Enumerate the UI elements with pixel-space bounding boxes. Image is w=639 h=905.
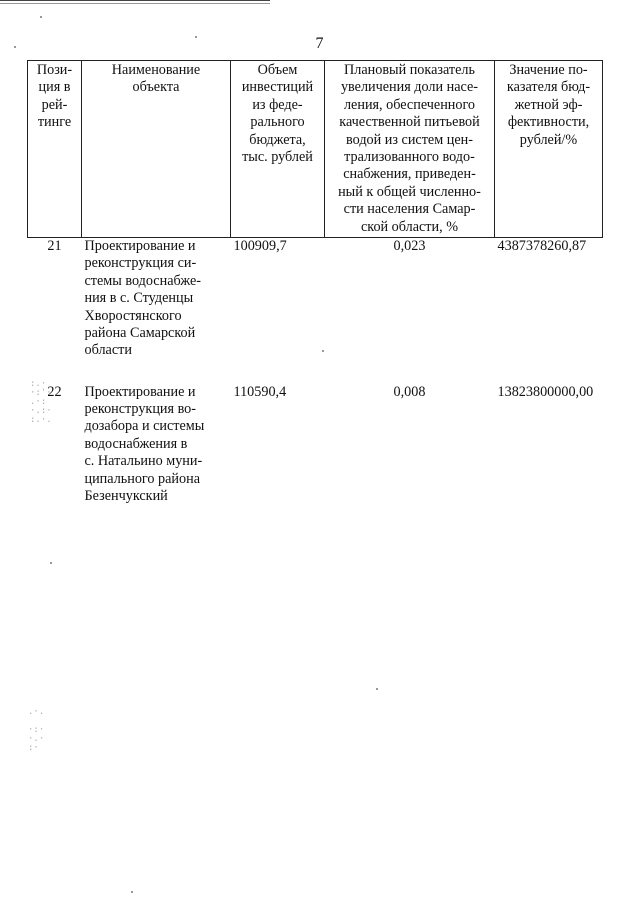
rating-table: [27, 60, 603, 505]
table-header-row: [28, 61, 603, 238]
scan-speck: [322, 350, 324, 352]
row-plan-indicator: 0,023: [393, 238, 426, 254]
scan-smudge: .·. ·:· ·.· :·: [28, 707, 45, 753]
row-investment: 100909,7: [233, 238, 287, 254]
table-row: [28, 384, 603, 506]
scan-speck: [40, 16, 42, 18]
row-investment: 110590,4: [233, 383, 287, 400]
scan-smudge: :.· ·:'· .·: ·.:· :.·.: [30, 379, 52, 425]
row-efficiency: 4387378260,87: [497, 238, 587, 254]
page-number: 7: [315, 35, 324, 52]
row-efficiency: 13823800000,00: [497, 383, 594, 400]
header-efficiency: Значение по- казателя бюд- жетной эф- фективности, рублей/%: [495, 61, 603, 238]
row-object-name: Проектирование и реконструкция во- дозабора и системы водоснабжения в с. Натальино муни- ципального района Безенчукский: [84, 383, 205, 504]
scan-speck: [131, 891, 133, 893]
header-plan-indicator: Плановый показатель увеличения доли насе- ления, обеспеченного качественной питьевой водой из систем цен- трализованного водо- снабжения, приведен- ный к общей численно- сти населения Самар- ской области, %: [325, 61, 495, 238]
scan-speck: [195, 36, 197, 38]
scan-speck: [50, 562, 52, 564]
row-position: 21: [47, 238, 62, 254]
header-investment: Объем инвестиций из феде- рального бюджета, тыс. рублей: [231, 61, 325, 238]
header-position: Пози- ция в рей- тинге: [28, 61, 82, 238]
row-object-name: Проектирование и реконструкция си- стемы водоснабже- ния в с. Студенцы Хворостянского района Самарской области: [84, 238, 201, 359]
row-plan-indicator: 0,008: [393, 383, 426, 400]
header-object-name: Наименование объекта: [82, 61, 231, 238]
scan-edge-line: [0, 0, 270, 4]
scan-speck: [376, 688, 378, 690]
row-position: 22: [47, 383, 62, 400]
table-row: [28, 238, 603, 384]
scan-speck: [14, 46, 16, 48]
